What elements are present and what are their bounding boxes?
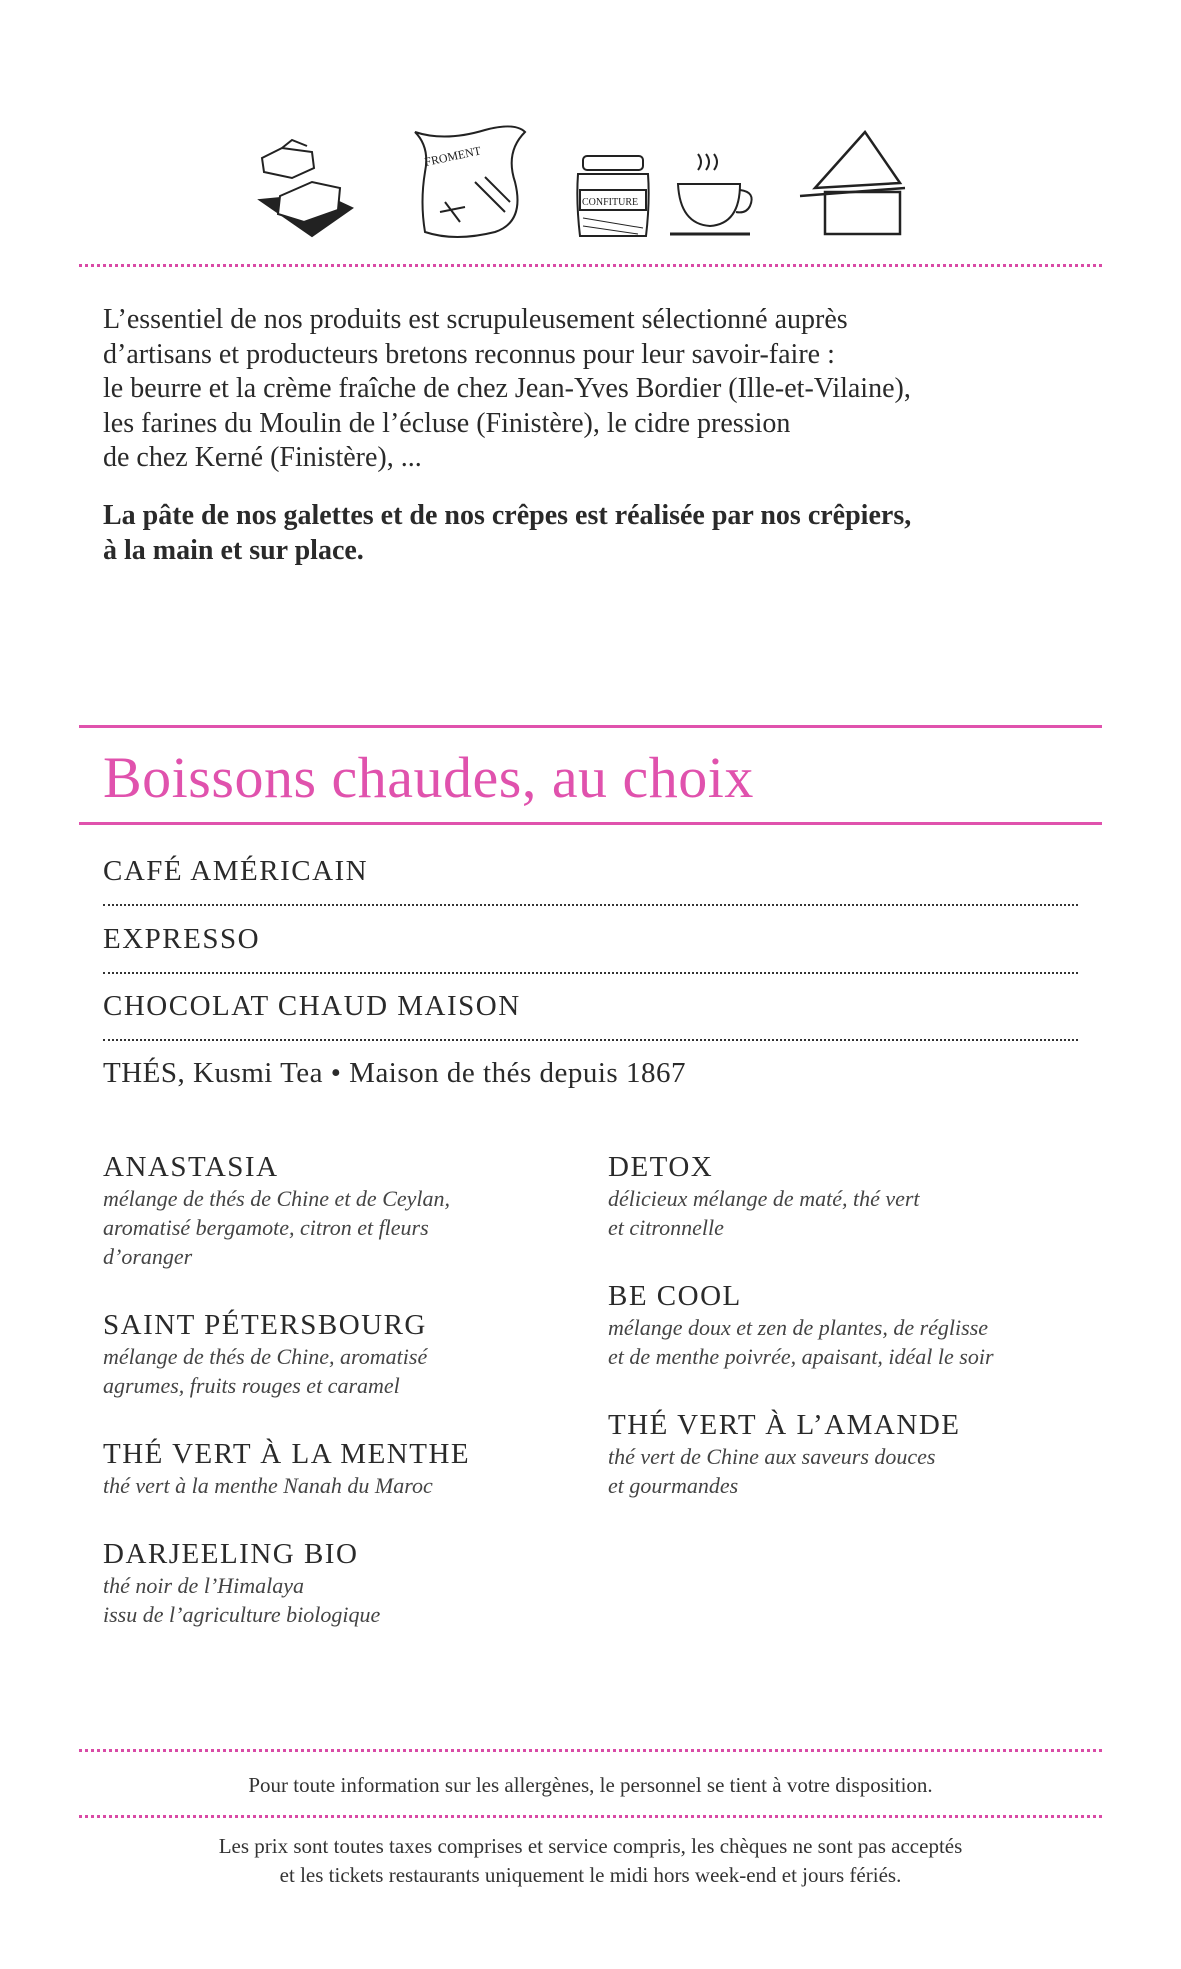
intro-line: les farines du Moulin de l’écluse (Finistère), le cidre pression bbox=[103, 407, 791, 439]
section-top-rule bbox=[79, 725, 1102, 728]
item-divider bbox=[103, 1039, 1078, 1041]
tea-item: THÉ VERT À L’AMANDE thé vert de Chine aux saveurs douces et gourmandes bbox=[608, 1409, 961, 1498]
allergens-note: Pour toute information sur les allergènes, le personnel se tient à votre disposition. bbox=[248, 1773, 933, 1797]
tea-item: ANASTASIA mélange de thés de Chine et de Ceylan, aromatisé bergamote, citron et fleurs d’oranger bbox=[103, 1151, 451, 1269]
prices-line: Les prix sont toutes taxes comprises et service compris, les chèques ne sont pas acceptés bbox=[218, 1834, 963, 1858]
intro-line: de chez Kerné (Finistère), ... bbox=[103, 442, 422, 473]
section-bottom-rule bbox=[79, 822, 1102, 825]
divider bbox=[79, 1815, 1102, 1818]
menu-item-teas: THÉS, Kusmi Tea • Maison de thés depuis 1867 bbox=[103, 1057, 686, 1089]
menu-item: CHOCOLAT CHAUD MAISON bbox=[103, 990, 521, 1022]
item-divider bbox=[103, 904, 1078, 906]
intro-line: le beurre et la crème fraîche de chez Jean-Yves Bordier (Ille-et-Vilaine), bbox=[103, 373, 911, 404]
tea-item: SAINT PÉTERSBOURG mélange de thés de Chine, aromatisé agrumes, fruits rouges et caramel bbox=[103, 1309, 428, 1398]
item-divider bbox=[103, 972, 1078, 974]
tea-item: BE COOL mélange doux et zen de plantes, de réglisse et de menthe poivrée, apaisant, idéal le soir bbox=[608, 1280, 994, 1369]
intro-line: L’essentiel de nos produits est scrupuleusement sélectionné auprès bbox=[103, 304, 848, 335]
intro-bold-line: La pâte de nos galettes et de nos crêpes est réalisée par nos crêpiers, bbox=[103, 500, 912, 531]
flour-sack-icon bbox=[405, 122, 545, 242]
prices-note bbox=[79, 1832, 1102, 1890]
menu-item: EXPRESSO bbox=[103, 923, 261, 955]
intro-bold-line: à la main et sur place. bbox=[103, 535, 364, 566]
intro-line: d’artisans et producteurs bretons reconnus pour leur savoir-faire : bbox=[103, 338, 835, 370]
tea-item: THÉ VERT À LA MENTHE thé vert à la menthe Nanah du Maroc bbox=[103, 1438, 471, 1498]
jam-label: CONFITURE bbox=[582, 197, 639, 208]
intro-bold bbox=[103, 498, 1103, 568]
butter-icon bbox=[252, 138, 382, 238]
divider bbox=[79, 1749, 1102, 1752]
intro-paragraph bbox=[103, 303, 1103, 476]
prices-line: et les tickets restaurants uniquement le midi hors week-end et jours fériés. bbox=[279, 1863, 902, 1887]
menu-item: CAFÉ AMÉRICAIN bbox=[103, 855, 369, 887]
flour-label: FROMENT bbox=[423, 143, 483, 170]
jam-jar-icon bbox=[568, 152, 658, 242]
tea-item: DETOX délicieux mélange de maté, thé vert et citronnelle bbox=[608, 1151, 920, 1240]
coffee-cup-icon bbox=[670, 150, 760, 240]
house-icon bbox=[795, 128, 915, 238]
tea-item: DARJEELING BIO thé noir de l’Himalaya issu de l’agriculture biologique bbox=[103, 1538, 381, 1627]
divider bbox=[79, 264, 1102, 267]
section-title: Boissons chaudes, au choix bbox=[103, 745, 754, 810]
